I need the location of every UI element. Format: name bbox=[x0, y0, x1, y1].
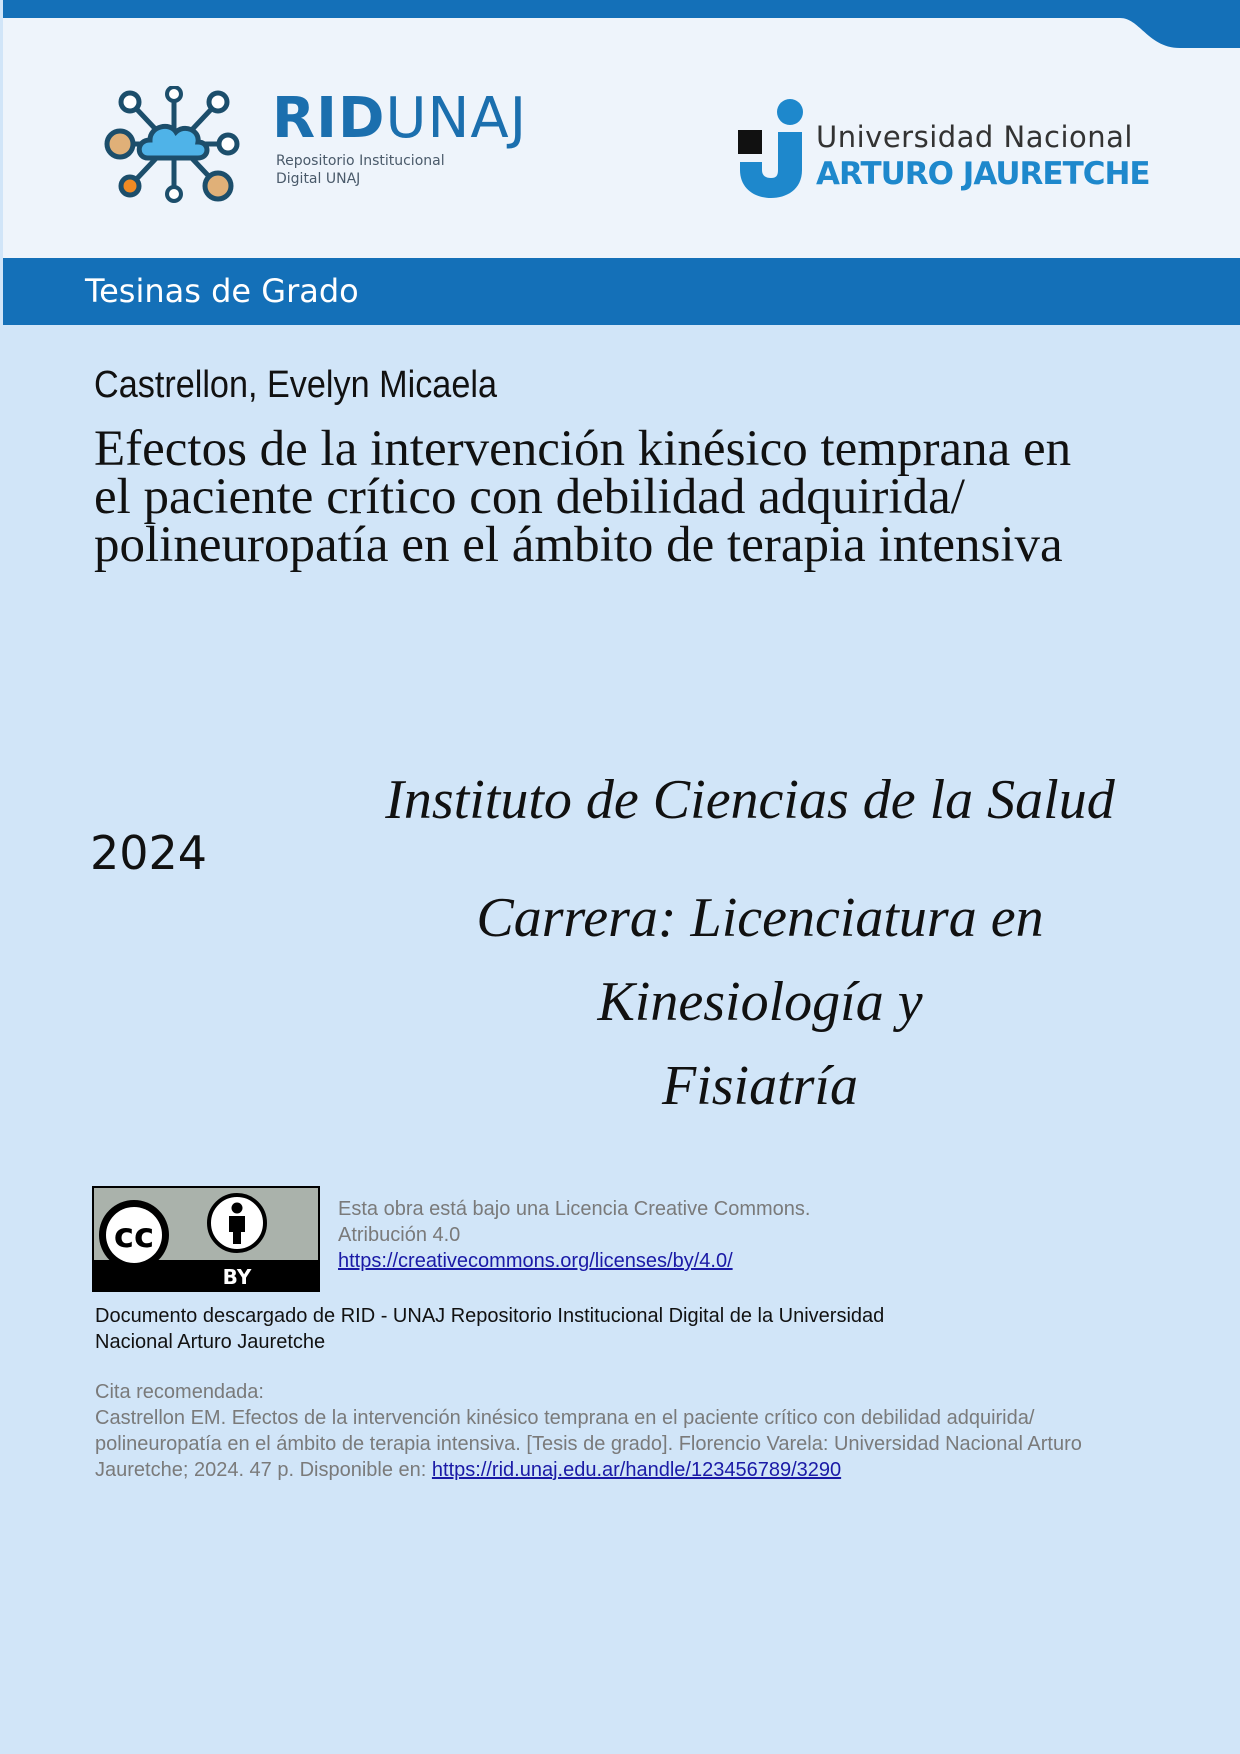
career-line: Fisiatría bbox=[661, 1055, 859, 1117]
cc-badge-symbol: cc bbox=[113, 1216, 155, 1256]
license-version: Atribución 4.0 bbox=[338, 1224, 461, 1246]
thesis-title bbox=[94, 421, 1214, 573]
license-link[interactable]: https://creativecommons.org/licenses/by/4.0/ bbox=[338, 1250, 733, 1272]
career-line: Carrera: Licenciatura en Kinesiología y bbox=[476, 887, 1044, 1033]
rid-subtitle-line: Digital UNAJ bbox=[276, 171, 361, 187]
citation-line: polineuropatía en el ámbito de terapia intensiva. [Tesis de grado]. Florencio Varela: Universidad Nacional Arturo bbox=[95, 1433, 1082, 1455]
header-top-stripe bbox=[3, 0, 1240, 18]
cc-badge-by-label: BY bbox=[222, 1265, 252, 1289]
thesis-title-line: el paciente crítico con debilidad adquirida/ bbox=[94, 469, 965, 525]
rid-wordmark-bold: RID bbox=[272, 86, 386, 151]
download-note-line: Documento descargado de RID - UNAJ Repositorio Institucional Digital de la Universidad bbox=[95, 1305, 885, 1327]
university-name-line2: ARTURO JAURETCHE bbox=[816, 156, 1150, 192]
citation-line: Castrellon EM. Efectos de la intervención kinésico temprana en el paciente crítico con debilidad adquirida/ bbox=[95, 1407, 1035, 1429]
university-name-line1: Universidad Nacional bbox=[816, 120, 1133, 154]
unaj-wordmark-light: UNAJ bbox=[385, 86, 528, 151]
license-text bbox=[338, 1196, 810, 1274]
citation-text bbox=[95, 1405, 1145, 1483]
unaj-j-icon bbox=[738, 98, 808, 202]
download-note-line: Nacional Arturo Jauretche bbox=[95, 1331, 326, 1353]
citation-line bbox=[95, 1457, 1145, 1483]
rid-subtitle-line: Repositorio Institucional bbox=[276, 153, 445, 169]
handle-link[interactable]: https://rid.unaj.edu.ar/handle/123456789/3290 bbox=[431, 1459, 842, 1481]
download-note bbox=[95, 1303, 995, 1355]
cc-by-license-badge[interactable] bbox=[92, 1186, 320, 1292]
rid-unaj-wordmark bbox=[272, 88, 527, 150]
institute-name: Instituto de Ciencias de la Salud bbox=[385, 769, 1115, 831]
collection-label: Tesinas de Grado bbox=[85, 272, 359, 310]
rid-unaj-subtitle bbox=[276, 152, 445, 188]
header-corner-curve bbox=[1100, 0, 1240, 48]
cloud-network-icon bbox=[92, 86, 256, 206]
career-name bbox=[340, 876, 1180, 1128]
publication-year: 2024 bbox=[90, 826, 208, 880]
thesis-title-line: polineuropatía en el ámbito de terapia intensiva bbox=[94, 517, 1063, 573]
unaj-university-logo bbox=[738, 98, 1148, 202]
author-name: Castrellon, Evelyn Micaela bbox=[94, 364, 497, 406]
citation-line-prefix: Jauretche; 2024. 47 p. Disponible en: bbox=[95, 1459, 432, 1481]
thesis-title-line: Efectos de la intervención kinésico temprana en bbox=[94, 421, 1072, 477]
citation-heading: Cita recomendada: bbox=[95, 1381, 264, 1403]
license-statement: Esta obra está bajo una Licencia Creative Commons. bbox=[338, 1198, 811, 1220]
attribution-person-icon bbox=[232, 1203, 243, 1214]
rid-unaj-logo bbox=[92, 86, 532, 206]
collection-band bbox=[3, 258, 1240, 325]
